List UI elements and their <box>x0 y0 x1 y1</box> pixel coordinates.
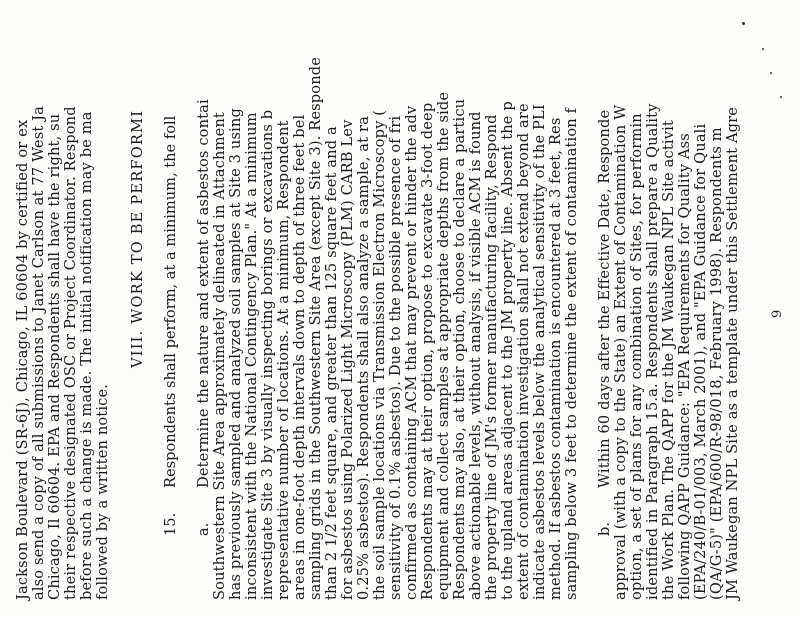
paragraph-number: 15. <box>162 512 179 536</box>
body-line: also send a copy of all submissions to Janet Carlson at 77 West Ja <box>30 105 47 600</box>
body-line: than 2 1/2 feet square, and greater than 125 square feet and a <box>323 126 340 600</box>
body-line: sampling grids in the Southwestern Site Area (except Site 3). Responde <box>307 56 324 600</box>
body-line: inconsistent with the National Contingency Plan." At a minimum <box>243 112 260 600</box>
body-line: confirmed as containing ACM that may prevent or hinder the adv <box>403 105 420 600</box>
body-line: identified in Paragraph 15.a. Respondents shall prepare a Quality <box>644 103 661 600</box>
body-line: before such a change is made. The initial notification may be ma <box>78 111 95 600</box>
body-line: the property line of JM's former manufacturing facility, Respond <box>483 114 500 600</box>
body-line: method. If asbestos contamination is encountered at 3 feet, Res <box>547 117 564 600</box>
body-line: has previously sampled and analyzed soil samples at Site 3 using <box>227 108 244 600</box>
section-heading: VIII. WORK TO BE PERFORMI <box>129 109 146 368</box>
body-line: Within 60 days after the Effective Date, Responde <box>596 109 613 488</box>
body-line: Determine the nature and extent of asbestos contai <box>195 99 212 488</box>
body-line: following QAPP Guidance: "EPA Requirements for Quality Ass <box>676 133 693 600</box>
body-line: approval (with a copy to the State) an Extent of Contamination W <box>612 104 629 600</box>
body-line: indicate asbestos levels below the analytical sensitivity of the PLI <box>531 104 548 600</box>
body-line: the Work Plan. The QAPP for the JM Waukegan NPL Site activit <box>660 120 677 600</box>
body-line: Jackson Boulevard (SR-6J), Chicago, IL 60604 by certified or ex <box>14 119 31 600</box>
body-line: the soil sample locations via Transmission Electron Microscopy ( <box>371 109 388 600</box>
body-line: followed by a written notice. <box>94 383 111 600</box>
body-line: representative number of locations. At a minimum, Respondent <box>275 120 292 600</box>
body-line: (QA/G-5)" (EPA/600/R-98/018, February 1998). Respondents m <box>708 127 725 600</box>
body-line: investigate Site 3 by visually inspecting borings or excavations b <box>259 109 276 600</box>
body-line: areas in one-foot depth intervals down to depth of three feet bel <box>291 114 308 600</box>
body-line: sensitivity of 0.1% asbestos). Due to the possible presence of fri <box>387 115 404 600</box>
page-number: 9 <box>770 309 785 318</box>
body-line: above actionable levels, without analysis, if visible ACM is found <box>467 111 484 600</box>
body-line: their respective designated OSC or Project Coordinator. Respond <box>62 106 79 600</box>
body-line: (EPA/240/B-01/003, March 2001), and "EPA Guidance for Quali <box>692 123 709 600</box>
body-line: Respondents may at their option, propose to excavate 3-foot deep <box>419 102 436 600</box>
body-line: JM Waukegan NPL Site as a template under this Settlement Agre <box>724 106 741 600</box>
body-line: sampling below 3 feet to determine the extent of contamination f <box>563 107 580 600</box>
body-line: 0.25% asbestos). Respondents shall also analyze a sample, at ra <box>355 116 372 600</box>
body-line: Respondents may also, at their option, choose to declare a particu <box>451 98 468 600</box>
subparagraph-label: a. <box>195 522 212 536</box>
body-line: option, a set of plans for any combination of Sites, for performin <box>628 113 645 600</box>
subparagraph-label: b. <box>596 522 613 536</box>
body-line: Chicago, Il 60604. EPA and Respondents shall have the right, su <box>46 113 63 600</box>
body-line: extent of contamination investigation shall not extend beyond are <box>515 103 532 600</box>
body-line: equipment and collect samples at appropriate depths from the side <box>435 91 452 600</box>
body-line: Southwestern Site Area approximately delineated in Attachment <box>211 112 228 600</box>
body-line: to the upland areas adjacent to the JM property line. Absent the p <box>499 101 516 600</box>
paragraph-text: Respondents shall perform, at a minimum, the foll <box>162 115 179 488</box>
body-line: for asbestos using Polarized Light Microscopy (PLM) CARB Lev <box>339 119 356 600</box>
